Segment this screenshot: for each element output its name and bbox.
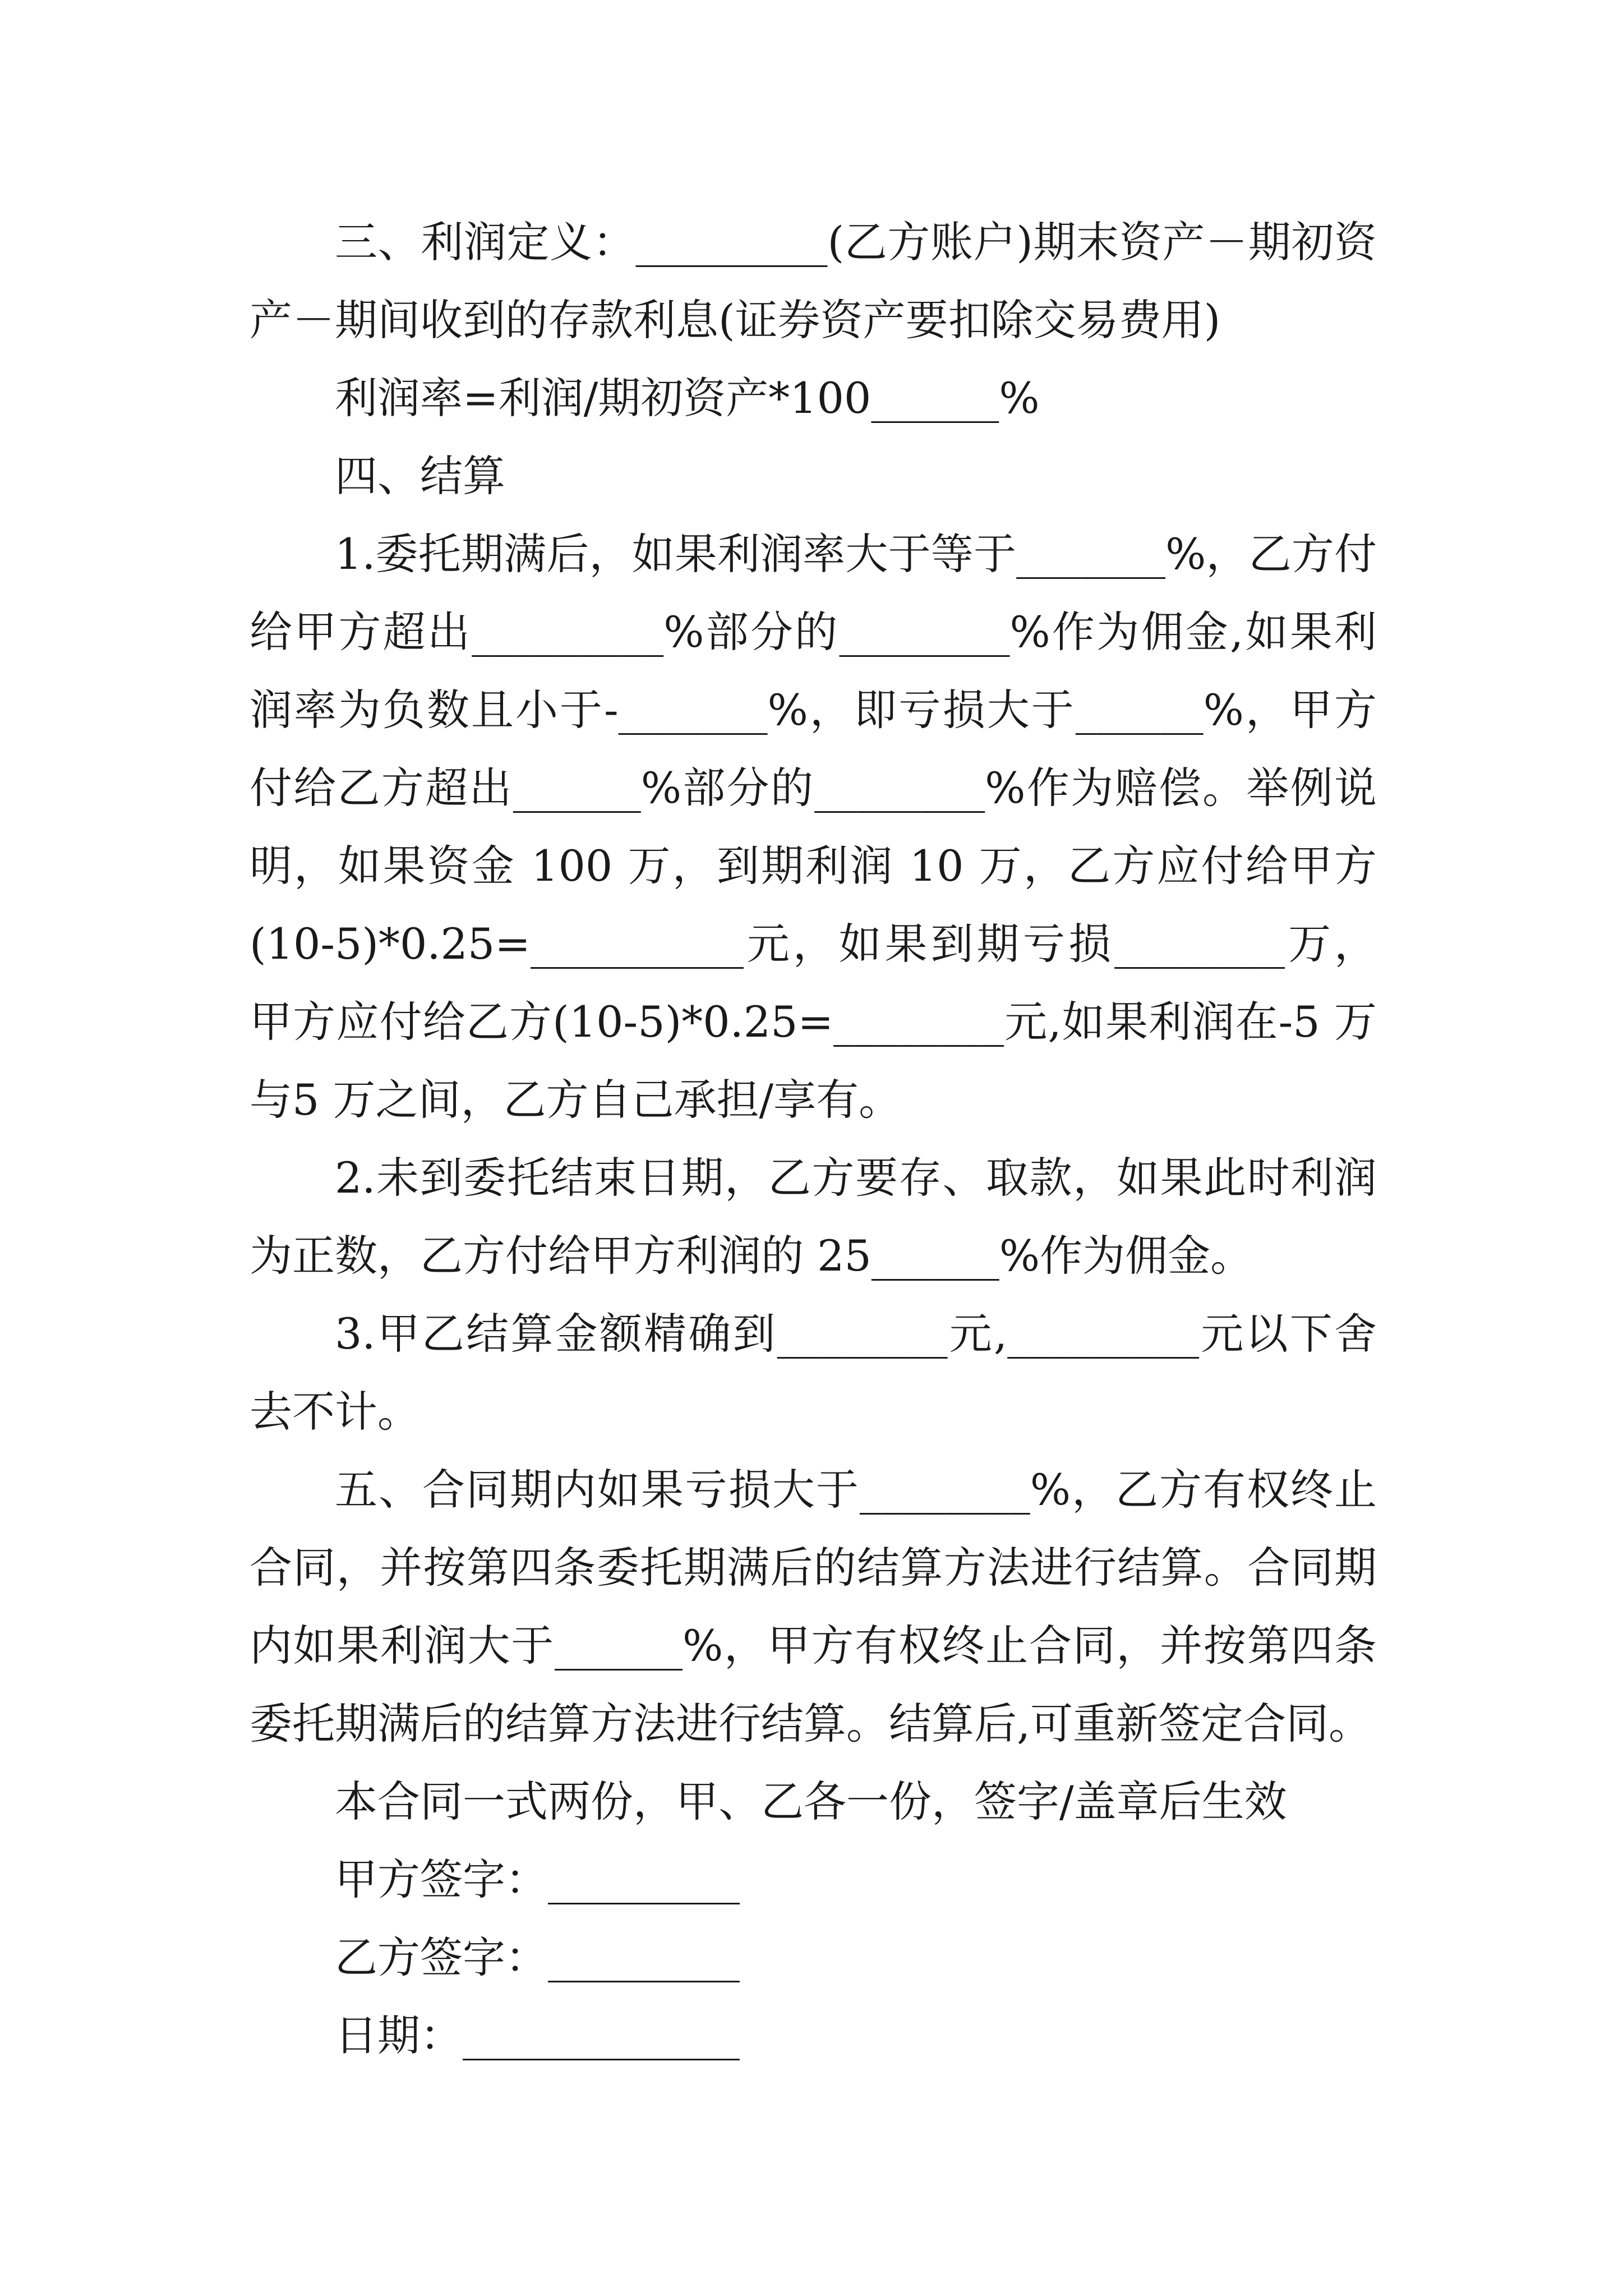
settlement-heading [250,437,1377,515]
profit-rate-paragraph [250,359,1377,437]
profit-definition-text: 三、利润定义：_________(乙方账户)期末资产－期初资产－期间收到的存款利息(证券资产要扣除交易费用) [250,217,1377,345]
settlement-clause-3-text: 3.甲乙结算金额精确到________元,_________元以下舍去不计。 [250,1309,1377,1437]
settlement-clause-3 [250,1295,1377,1451]
profit-rate-text: 利润率=利润/期初资产*100______% [335,373,1040,423]
document-body [250,203,1377,2074]
settlement-clause-2-text: 2.未到委托结束日期，乙方要存、取款，如果此时利润为正数，乙方付给甲方利润的 25______%作为佣金。 [250,1153,1377,1281]
settlement-clause-2 [250,1139,1377,1295]
settlement-heading-text: 四、结算 [335,451,505,501]
contract-copies-text: 本合同一式两份，甲、乙各一份，签字/盖章后生效 [335,1777,1287,1826]
settlement-clause-1 [250,515,1377,1139]
contract-copies-note [250,1763,1377,1841]
profit-definition-paragraph [250,203,1377,359]
termination-clause-text: 五、合同期内如果亏损大于________%，乙方有权终止合同，并按第四条委托期满后的结算方法进行结算。合同期内如果利润大于______%，甲方有权终止合同，并按第四条委托期满后的结算方法进行结算。结算后,可重新签定合同。 [250,1465,1377,1749]
signature-date: 日期：_____________ [335,2010,740,2060]
termination-clause [250,1451,1377,1763]
party-b-signature: 乙方签字：_________ [335,1932,740,1982]
settlement-clause-1-text: 1.委托期满后，如果利润率大于等于_______%，乙方付给甲方超出_________%部分的________%作为佣金,如果利润率为负数且小于-_______%，即亏损大于______%，甲方付给乙方超出______%部分的________%作为赔偿。举例说明，如果资金 100 万，到期利润 10 万，乙方应付给甲方(10-5)*0.25=__________元，如果到期亏损________万，甲方应付给乙方(10-5)*0.25=________元,如果利润在-5 万与5 万之间，乙方自己承担/享有。 [250,529,1377,1125]
party-a-signature: 甲方签字：_________ [335,1855,740,1904]
